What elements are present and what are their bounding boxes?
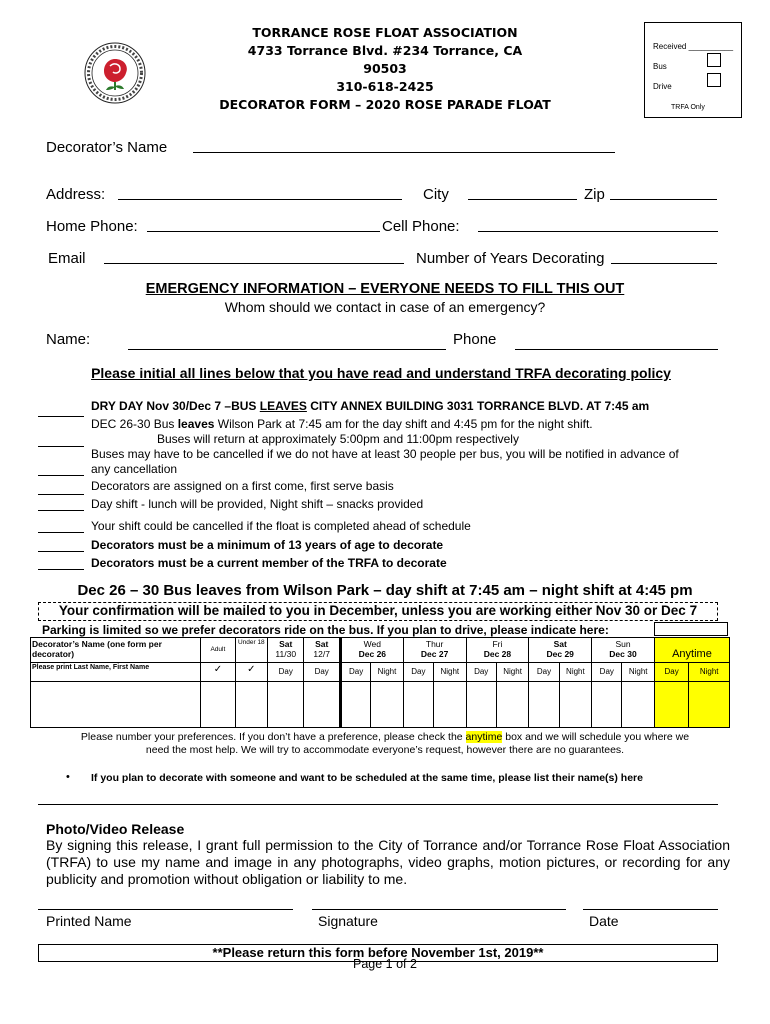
emergency-name-label: Name: bbox=[46, 331, 91, 348]
fri-day-label: Day bbox=[466, 663, 496, 682]
policy-cancel-2: any cancellation bbox=[91, 462, 178, 476]
thur-day-label: Day bbox=[403, 663, 433, 682]
policy-dry-day: DRY DAY Nov 30/Dec 7 –BUS LEAVES CITY ANNEX BUILDING 3031 TORRANCE BLVD. AT 7:45 am bbox=[91, 399, 650, 413]
emergency-title: EMERGENCY INFORMATION – EVERYONE NEEDS TO FILL THIS OUT bbox=[145, 281, 625, 297]
years-label: Number of Years Decorating bbox=[416, 250, 605, 267]
initial-line[interactable] bbox=[38, 494, 84, 495]
sat2-day-label: Day bbox=[304, 663, 340, 682]
city-label: City bbox=[423, 186, 449, 203]
zip-label: Zip bbox=[584, 186, 605, 203]
thur-night-label: Night bbox=[434, 663, 466, 682]
wed-night-cell[interactable] bbox=[371, 682, 403, 728]
trfa-only-label: TRFA Only bbox=[671, 104, 705, 111]
sun-day-label: Day bbox=[592, 663, 622, 682]
preference-note: Please number your preferences. If you don’t have a preference, please check the anytime box and we will schedule you where we need the most help. We will try to accommodate everyone’s request, however there are no guarantees. bbox=[80, 731, 690, 756]
wed-day-label: Day bbox=[340, 663, 370, 682]
sun-night-cell[interactable] bbox=[622, 682, 654, 728]
sun-night-label: Night bbox=[622, 663, 654, 682]
org-phone: 310-618-2425 bbox=[336, 79, 434, 94]
release-title: Photo/Video Release bbox=[46, 821, 185, 837]
fri-header: Fri Dec 28 bbox=[466, 638, 529, 663]
sat2-cell[interactable] bbox=[304, 682, 340, 728]
wed-night-label: Night bbox=[371, 663, 403, 682]
initial-line[interactable] bbox=[38, 532, 84, 533]
thur-night-cell[interactable] bbox=[434, 682, 466, 728]
bus-label: Bus bbox=[653, 62, 667, 71]
sat-1130-header: Sat 11/30 bbox=[268, 638, 304, 663]
signature-line[interactable] bbox=[312, 909, 566, 910]
address-line[interactable] bbox=[118, 199, 402, 200]
initial-line[interactable] bbox=[38, 475, 84, 476]
schedule-headline: Dec 26 – 30 Bus leaves from Wilson Park – day shift at 7:45 am – night shift at 4:45 pm bbox=[77, 582, 693, 599]
initial-line[interactable] bbox=[38, 510, 84, 511]
org-name: TORRANCE ROSE FLOAT ASSOCIATION bbox=[252, 25, 518, 40]
fri-night-label: Night bbox=[496, 663, 528, 682]
signature-label: Signature bbox=[318, 913, 378, 929]
decorator-name-line[interactable] bbox=[193, 152, 615, 153]
return-notice: **Please return this form before November 1st, 2019** bbox=[38, 944, 718, 962]
policy-assigned: Decorators are assigned on a first come, first serve basis bbox=[91, 479, 394, 493]
wed-day-cell[interactable] bbox=[340, 682, 370, 728]
cell-phone-label: Cell Phone: bbox=[382, 218, 460, 235]
cell-phone-line[interactable] bbox=[478, 231, 718, 232]
drive-checkbox[interactable] bbox=[707, 73, 721, 87]
org-zip: 90503 bbox=[363, 61, 407, 76]
anytime-day-label: Day bbox=[654, 663, 688, 682]
decorator-name-label: Decorator’s Name bbox=[46, 139, 168, 156]
release-text: By signing this release, I grant full permission to the City of Torrance and/or Torrance Rose Float Association (TRFA) to use my name and image in any photographs, video graphs, motion pictures, or recording for any publicity and promotion without obligation or liability to me. bbox=[46, 837, 730, 887]
date-label: Date bbox=[589, 913, 619, 929]
together-note: If you plan to decorate with someone and want to be scheduled at the same time, please list their name(s) here bbox=[91, 772, 643, 784]
years-line[interactable] bbox=[611, 263, 717, 264]
print-instruction: Please print Last Name, First Name bbox=[31, 663, 201, 682]
sat-night-label: Night bbox=[559, 663, 591, 682]
initial-line[interactable] bbox=[38, 569, 84, 570]
emergency-subtitle: Whom should we contact in case of an emergency? bbox=[224, 299, 546, 315]
sat-night-cell[interactable] bbox=[559, 682, 591, 728]
fri-night-cell[interactable] bbox=[496, 682, 528, 728]
page-number: Page 1 of 2 bbox=[353, 957, 417, 971]
sat1-day-label: Day bbox=[268, 663, 304, 682]
anytime-header: Anytime bbox=[654, 638, 729, 663]
initial-line[interactable] bbox=[38, 551, 84, 552]
sat-day-label: Day bbox=[529, 663, 559, 682]
form-title: DECORATOR FORM – 2020 ROSE PARADE FLOAT bbox=[219, 97, 551, 112]
adult-check-icon: ✓ bbox=[201, 663, 235, 682]
city-line[interactable] bbox=[468, 199, 577, 200]
bullet-icon: • bbox=[66, 771, 70, 783]
email-label: Email bbox=[48, 250, 86, 267]
initial-line[interactable] bbox=[38, 416, 84, 417]
sun-day-cell[interactable] bbox=[592, 682, 622, 728]
thur-header: Thur Dec 27 bbox=[403, 638, 466, 663]
confirmation-box: Your confirmation will be mailed to you in December, unless you are working either Nov 30 or Dec 7 bbox=[38, 602, 718, 621]
drive-indicator-box[interactable] bbox=[654, 622, 728, 636]
sat-day-cell[interactable] bbox=[529, 682, 559, 728]
policy-bus-times: DEC 26-30 Bus leaves Wilson Park at 7:45 am for the day shift and 4:45 pm for the night shift. bbox=[91, 417, 593, 431]
anytime-highlight: anytime bbox=[465, 731, 503, 743]
address-label: Address: bbox=[46, 186, 106, 203]
name-entry-cell[interactable] bbox=[31, 682, 201, 728]
name-column-header: Decorator’s Name (one form per decorator) bbox=[31, 638, 201, 663]
home-phone-label: Home Phone: bbox=[46, 218, 138, 235]
date-line[interactable] bbox=[583, 909, 718, 910]
emergency-name-line[interactable] bbox=[128, 349, 446, 350]
bus-checkbox[interactable] bbox=[707, 53, 721, 67]
received-label: Received __________ bbox=[653, 42, 734, 51]
sun-header: Sun Dec 30 bbox=[592, 638, 655, 663]
sat-header: Sat Dec 29 bbox=[529, 638, 592, 663]
schedule-table bbox=[30, 637, 730, 728]
drive-label: Drive bbox=[653, 82, 672, 91]
parking-note: Parking is limited so we prefer decorators ride on the bus. If you plan to drive, please indicate here: bbox=[42, 623, 609, 637]
policy-age: Decorators must be a minimum of 13 years of age to decorate bbox=[91, 538, 444, 552]
office-use-box bbox=[644, 22, 742, 118]
policy-lunch: Day shift - lunch will be provided, Night shift – snacks provided bbox=[91, 497, 424, 511]
together-names-line[interactable] bbox=[38, 804, 718, 805]
home-phone-line[interactable] bbox=[147, 231, 380, 232]
anytime-night-label: Night bbox=[689, 663, 730, 682]
sat-127-header: Sat 12/7 bbox=[304, 638, 340, 663]
fri-day-cell[interactable] bbox=[466, 682, 496, 728]
policy-title: Please initial all lines below that you have read and understand TRFA decorating policy bbox=[91, 365, 671, 381]
under18-header: Under 18 bbox=[235, 638, 267, 663]
policy-member: Decorators must be a current member of the TRFA to decorate bbox=[91, 556, 447, 570]
emergency-phone-line[interactable] bbox=[515, 349, 718, 350]
under18-cell[interactable] bbox=[235, 682, 267, 728]
org-header bbox=[200, 24, 570, 114]
wed-header: Wed Dec 26 bbox=[340, 638, 403, 663]
thur-day-cell[interactable] bbox=[403, 682, 433, 728]
org-address: 4733 Torrance Blvd. #234 Torrance, CA bbox=[247, 43, 523, 58]
printed-name-label: Printed Name bbox=[46, 913, 132, 929]
policy-bus-return: Buses will return at approximately 5:00pm and 11:00pm respectively bbox=[157, 432, 519, 446]
emergency-phone-label: Phone bbox=[453, 331, 497, 348]
zip-line[interactable] bbox=[610, 199, 717, 200]
initial-line[interactable] bbox=[38, 446, 84, 447]
printed-name-line[interactable] bbox=[38, 909, 293, 910]
adult-cell[interactable] bbox=[201, 682, 235, 728]
anytime-day-cell[interactable] bbox=[654, 682, 688, 728]
policy-shift-cancel: Your shift could be cancelled if the float is completed ahead of schedule bbox=[91, 519, 471, 533]
email-line[interactable] bbox=[104, 263, 404, 264]
anytime-night-cell[interactable] bbox=[689, 682, 730, 728]
policy-cancel-1: Buses may have to be cancelled if we do not have at least 30 people per bus, you will be notified in advance of bbox=[91, 447, 679, 461]
rose-logo-icon bbox=[84, 42, 146, 104]
under18-check-icon: ✓ bbox=[235, 663, 267, 682]
sat1-cell[interactable] bbox=[268, 682, 304, 728]
adult-header: Adult bbox=[201, 638, 235, 663]
